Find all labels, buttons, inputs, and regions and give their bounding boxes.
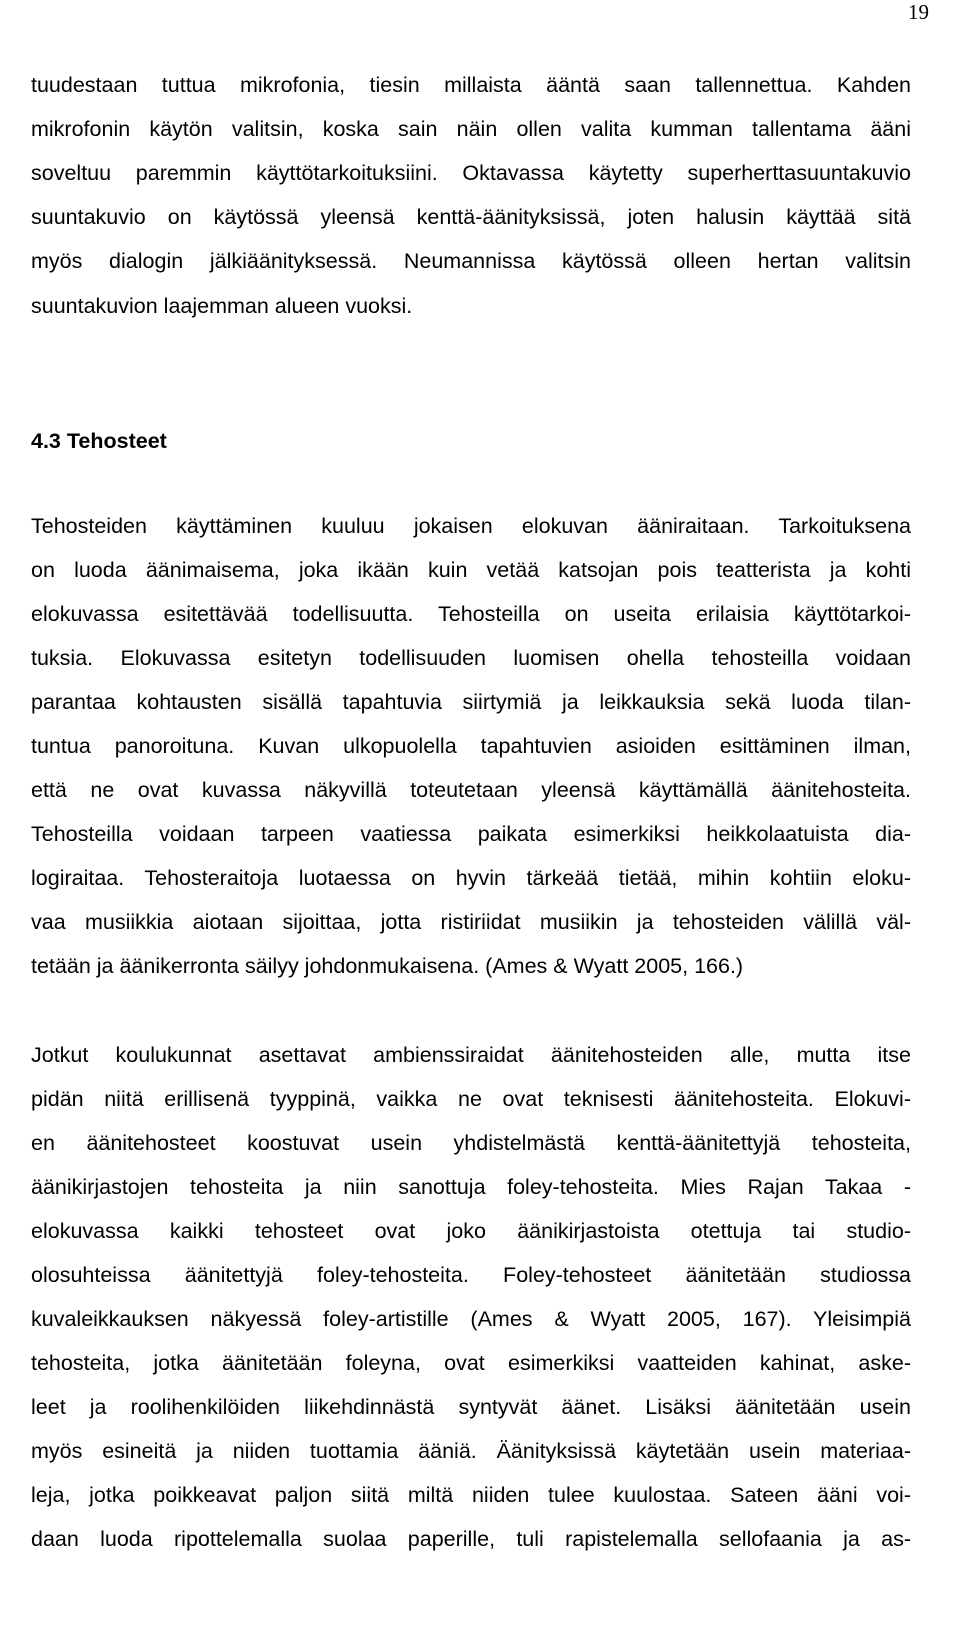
text-line: Tehosteilla voidaan tarpeen vaatiessa paikata esimerkiksi heikkolaatuista dia- bbox=[31, 822, 911, 846]
text-line: suuntakuvio on käytössä yleensä kenttä-äänityksissä, joten halusin käyttää sitä bbox=[31, 205, 911, 229]
text-line: soveltuu paremmin käyttötarkoituksiini. Oktavassa käytetty superherttasuuntakuvio bbox=[31, 161, 911, 185]
text-line: elokuvassa esitettävää todellisuutta. Tehosteilla on useita erilaisia käyttötarkoi- bbox=[31, 602, 911, 626]
text-line: tuntua panoroituna. Kuvan ulkopuolella tapahtuvien asioiden esittäminen ilman, bbox=[31, 734, 911, 758]
text-line: elokuvassa kaikki tehosteet ovat joko äänikirjastoista otettuja tai studio- bbox=[31, 1219, 911, 1243]
text-line: kuvaleikkauksen näkyessä foley-artistille (Ames & Wyatt 2005, 167). Yleisimpiä bbox=[31, 1307, 911, 1331]
page-number: 19 bbox=[908, 0, 929, 24]
text-line: mikrofonin käytön valitsin, koska sain näin ollen valita kumman tallentama ääni bbox=[31, 117, 911, 141]
text-line: tehosteita, jotka äänitetään foleyna, ovat esimerkiksi vaatteiden kahinat, aske- bbox=[31, 1351, 911, 1375]
text-line: äänikirjastojen tehosteita ja niin sanottuja foley-tehosteita. Mies Rajan Takaa - bbox=[31, 1175, 911, 1199]
text-line: että ne ovat kuvassa näkyvillä toteutetaan yleensä käyttämällä äänitehosteita. bbox=[31, 778, 911, 802]
text-line: myös dialogin jälkiäänityksessä. Neumannissa käytössä olleen hertan valitsin bbox=[31, 249, 911, 273]
text-line: myös esineitä ja niiden tuottamia ääniä. Äänityksissä käytetään usein materiaa- bbox=[31, 1439, 911, 1463]
text-line: leja, jotka poikkeavat paljon siitä miltä niiden tulee kuulostaa. Sateen ääni voi- bbox=[31, 1483, 911, 1507]
text-line: tuksia. Elokuvassa esitetyn todellisuuden luomisen ohella tehosteilla voidaan bbox=[31, 646, 911, 670]
text-line: logiraitaa. Tehosteraitoja luotaessa on hyvin tärkeää tietää, mihin kohtiin eloku- bbox=[31, 866, 911, 890]
text-line: on luoda äänimaisema, joka ikään kuin vetää katsojan pois teatterista ja kohti bbox=[31, 558, 911, 582]
text-line: suuntakuvion laajemman alueen vuoksi. bbox=[31, 294, 413, 318]
text-line: olosuhteissa äänitettyjä foley-tehosteita. Foley-tehosteet äänitetään studiossa bbox=[31, 1263, 911, 1287]
text-line: daan luoda ripottelemalla suolaa paperille, tuli rapistelemalla sellofaania ja as- bbox=[31, 1527, 911, 1551]
text-line: Tehosteiden käyttäminen kuuluu jokaisen elokuvan ääniraitaan. Tarkoituksena bbox=[31, 514, 911, 538]
text-line: pidän niitä erillisenä tyyppinä, vaikka ne ovat teknisesti äänitehosteita. Elokuvi- bbox=[31, 1087, 911, 1111]
text-line: leet ja roolihenkilöiden liikehdinnästä syntyvät äänet. Lisäksi äänitetään usein bbox=[31, 1395, 911, 1419]
text-line: parantaa kohtausten sisällä tapahtuvia siirtymiä ja leikkauksia sekä luoda tilan- bbox=[31, 690, 911, 714]
text-line: tuudestaan tuttua mikrofonia, tiesin millaista ääntä saan tallennettua. Kahden bbox=[31, 73, 911, 97]
text-line: Jotkut koulukunnat asettavat ambienssiraidat äänitehosteiden alle, mutta itse bbox=[31, 1043, 911, 1067]
text-line: en äänitehosteet koostuvat usein yhdistelmästä kenttä-äänitettyjä tehosteita, bbox=[31, 1131, 911, 1155]
text-line: vaa musiikkia aiotaan sijoittaa, jotta ristiriidat musiikin ja tehosteiden välillä väl- bbox=[31, 910, 911, 934]
text-line: tetään ja äänikerronta säilyy johdonmukaisena. (Ames & Wyatt 2005, 166.) bbox=[31, 954, 744, 978]
section-heading: 4.3 Tehosteet bbox=[31, 429, 167, 453]
